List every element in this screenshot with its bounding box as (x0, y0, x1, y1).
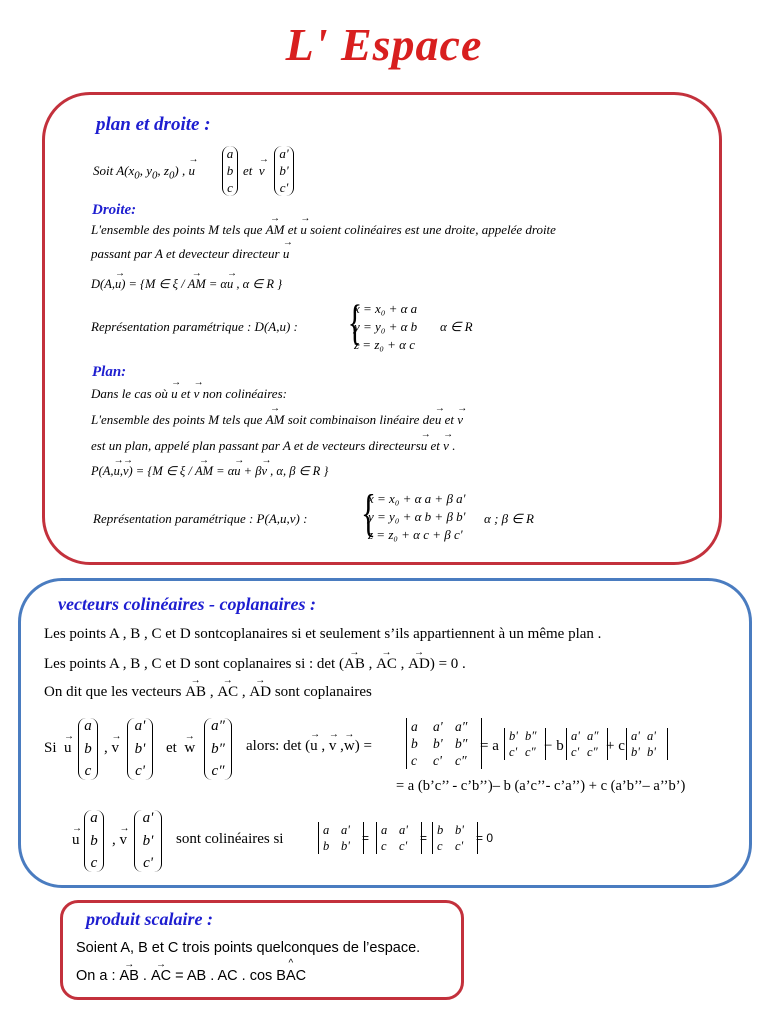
u-vector: a b c (222, 146, 238, 196)
coplanar-line3: On dit que les vecteurs → AB , → AC , → AD sont coplanaires (44, 684, 372, 701)
minor-3: a' a' b' b' (626, 728, 668, 760)
si-label: Si → u (44, 740, 72, 757)
col-minor-1: a a' b b' (318, 822, 364, 854)
scalaire-line1: Soient A, B et C trois points quelconques de l’espace. (76, 940, 421, 956)
droite-line2: passant par A et devecteur directeur → u (91, 246, 289, 262)
minus-b: − b (544, 738, 564, 754)
droite-line1: L'ensemble des points M tels que → AM et → u soient colinéaires est une droite, appelée droite (91, 222, 556, 238)
col-v-column: a' b' c' (134, 810, 162, 872)
v-column: a' b' c' (127, 718, 153, 780)
col-u-label: → u (72, 832, 80, 849)
w-column: a″ b″ c″ (204, 718, 232, 780)
coplanar-line2: Les points A , B , C et D sont coplanaires si : det (→ AB , → AC , → AD) = 0 . (44, 656, 466, 673)
col-minor-3: b b' c c' (432, 822, 478, 854)
minor-2: a' a″ c' c″ (566, 728, 608, 760)
vecteurs-heading: vecteurs colinéaires - coplanaires : (58, 594, 316, 614)
intro-line: Soit $A(x_0$, $y_0$, $z_0$) , → u (93, 163, 195, 182)
droite-param-cond: α ∈ R (440, 319, 473, 334)
coplanar-line1: Les points A , B , C et D sontcoplanaires si et seulement s’ils appartiennent à un même plan . (44, 626, 602, 642)
intro-et: et → v (243, 163, 265, 179)
plan-line1: Dans le cas où → u et → v non colinéaires: (91, 386, 287, 402)
eq-a: = a (480, 738, 499, 754)
colinear-text: sont colinéaires si (176, 831, 284, 847)
page-title: L' Espace (285, 19, 483, 70)
produit-scalaire-heading: produit scalaire : (86, 909, 214, 929)
col-eq-1: = (362, 831, 370, 845)
plan-line2: L'ensemble des points M tels que → AM soit combinaison linéaire de→ u et → v (91, 412, 463, 428)
det-expansion: = a (b’c’’ - c’b’’)– b (a’c’’- c’a’’) + c (a’b’’– a’’b’) (396, 778, 686, 794)
plan-definition: P(A,→ u,→ v) = {M ∈ ξ / → AM = α→ u + β→ v , α, β ∈ R } (91, 463, 328, 479)
plan-brace: { (360, 485, 376, 542)
droite-definition: D(A,→ u) = {M ∈ ξ / → AM = α→ u , α ∈ R } (91, 276, 282, 292)
v-vector: a' b' c' (274, 146, 294, 196)
col-minor-2: a a' c c' (376, 822, 422, 854)
droite-brace: { (347, 294, 363, 350)
plan-param-cond: α ; β ∈ R (484, 511, 534, 526)
plan-system: x = x₀ + α a + β a' y = y₀ + α b + β b' z = z₀ + α c + β c' (368, 491, 466, 542)
v-label: , → v (104, 740, 119, 757)
droite-heading: Droite: (92, 202, 137, 218)
col-v-label: , → v (112, 832, 127, 849)
u-column: a b c (78, 718, 98, 780)
scalaire-line2: On a : → AB . → AC = AB . AC . cos B ^ AC (76, 968, 306, 984)
plus-c: + c (606, 738, 625, 754)
alors-det: alors: det (→ u , → v ,→ w) = (246, 738, 372, 755)
minor-1: b' b″ c' c″ (504, 728, 546, 760)
plan-droite-heading: plan et droite : (96, 114, 211, 135)
plan-param-label: Représentation paramétrique : P(A,u,v) : (93, 511, 308, 526)
droite-param-label: Représentation paramétrique : D(A,u) : (91, 319, 298, 334)
plan-line3: est un plan, appelé plan passant par A et de vecteurs directeurs→ u et → v . (91, 438, 455, 454)
droite-system: x = x₀ + α a y = y₀ + α b z = z₀ + α c (354, 301, 418, 352)
col-u-column: a b c (84, 810, 104, 872)
col-eq-2: = (420, 831, 428, 845)
determinant-3x3: a a' a″ b b' b″ c c' c″ (406, 718, 482, 769)
col-zero: = 0 (476, 831, 494, 845)
w-label: et → w (166, 740, 195, 757)
plan-heading: Plan: (92, 364, 127, 380)
